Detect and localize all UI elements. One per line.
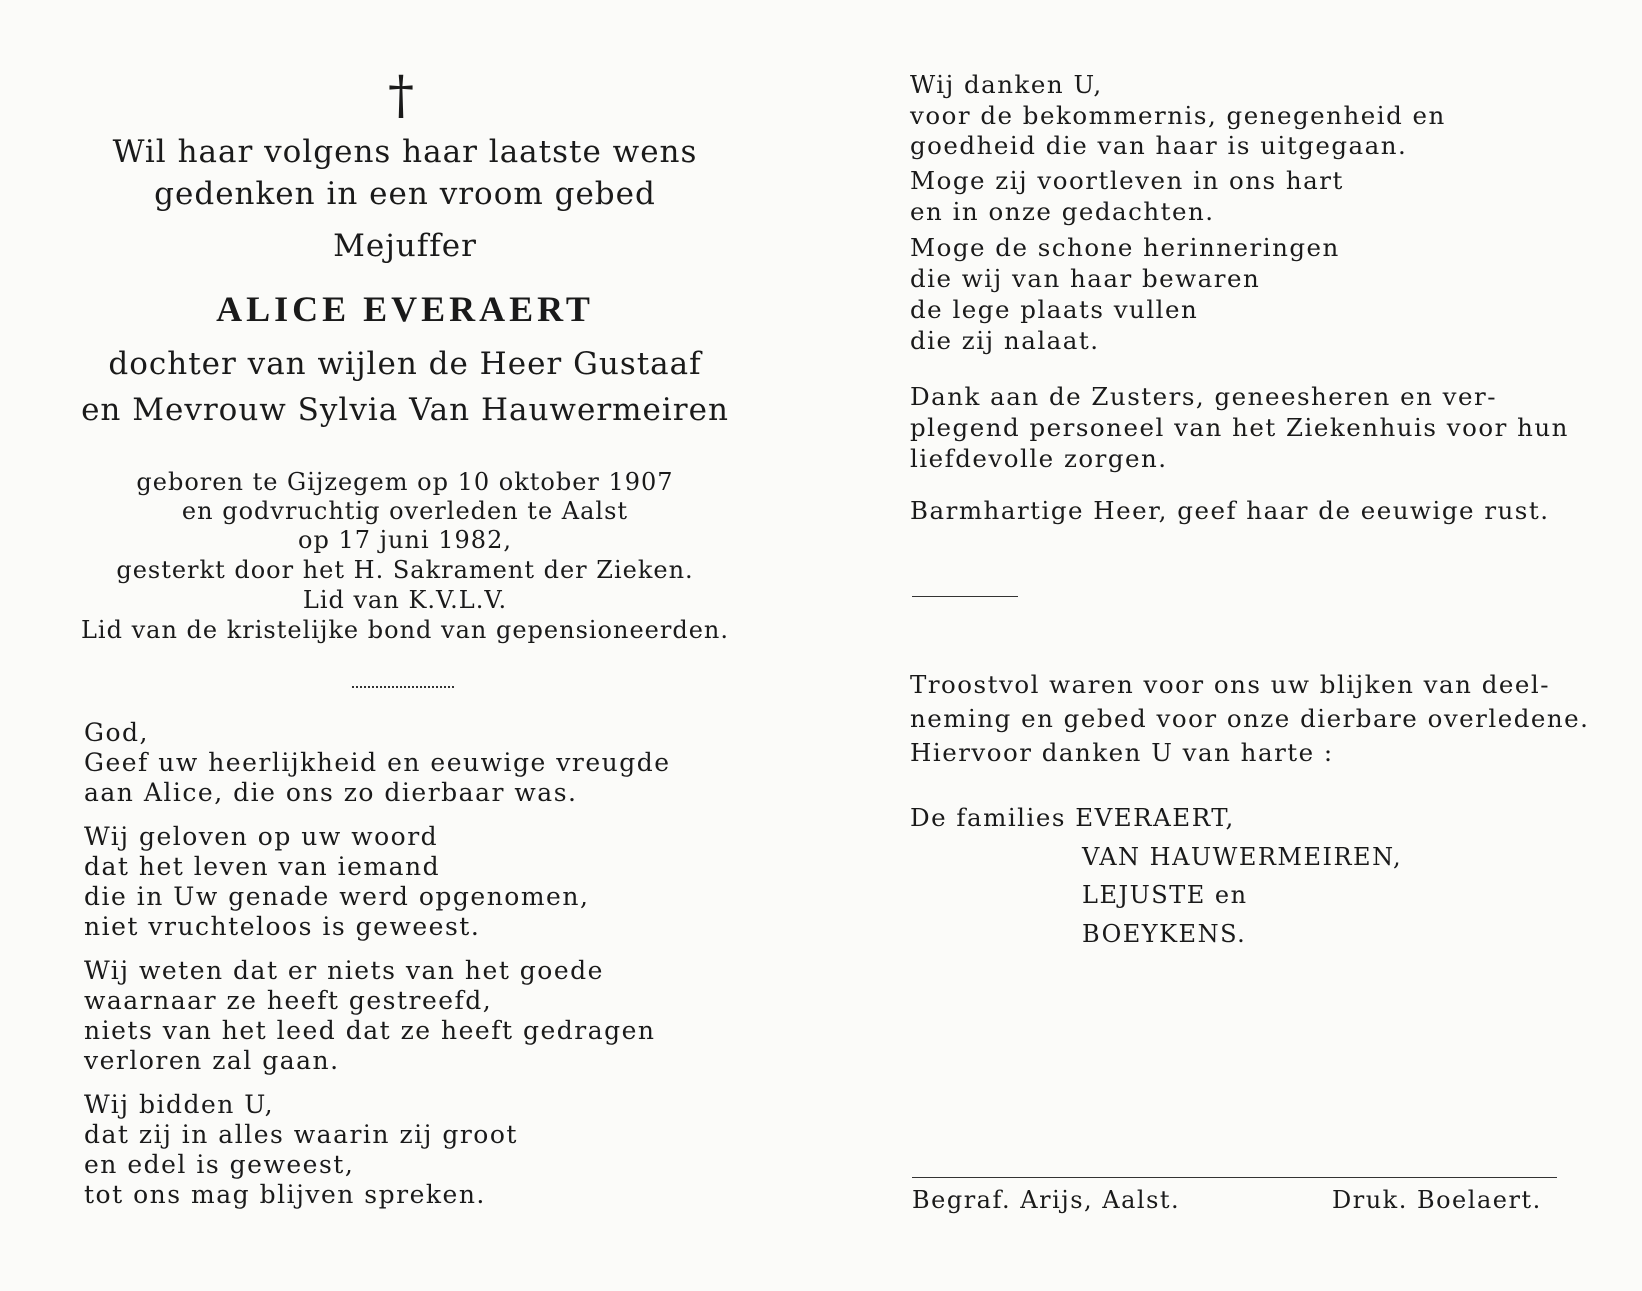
detail-line: gesterkt door het H. Sakrament der Zieken. bbox=[116, 556, 694, 584]
intro-line: gedenken in een vroom gebed bbox=[154, 176, 656, 212]
thanks-line: Moge de schone herinneringen bbox=[910, 233, 1340, 262]
prayer-line: die in Uw genade werd opgenomen, bbox=[84, 882, 590, 911]
undertaker-credit: Begraf. Arijs, Aalst. bbox=[912, 1186, 1181, 1214]
thanks-line: Wij danken U, bbox=[910, 70, 1103, 99]
prayer-line: waarnaar ze heeft gestreefd, bbox=[84, 986, 493, 1015]
parents-line: en Mevrouw Sylvia Van Hauwermeiren bbox=[81, 392, 729, 428]
honorific: Mejuffer bbox=[333, 228, 477, 264]
condolence-line: neming en gebed voor onze dierbare overledene. bbox=[910, 704, 1590, 733]
thanks-line: de lege plaats vullen bbox=[910, 295, 1199, 324]
staff-thanks-line: plegend personeel van het Ziekenhuis voor hun bbox=[910, 413, 1569, 442]
footer-divider bbox=[912, 1177, 1557, 1178]
closing-line: Barmhartige Heer, geef haar de eeuwige rust. bbox=[910, 496, 1550, 525]
prayer-line: dat het leven van iemand bbox=[84, 852, 441, 881]
detail-line: Lid van de kristelijke bond van gepensioneerden. bbox=[80, 616, 729, 644]
detail-line: op 17 juni 1982, bbox=[298, 526, 512, 554]
thanks-line: Moge zij voortleven in ons hart bbox=[910, 166, 1344, 195]
thanks-line: die zij nalaat. bbox=[910, 326, 1100, 355]
cross-icon: † bbox=[388, 66, 414, 126]
prayer-line: niets van het leed dat ze heeft gedragen bbox=[84, 1016, 656, 1045]
prayer-line: niet vruchteloos is geweest. bbox=[84, 912, 481, 941]
thanks-line: en in onze gedachten. bbox=[910, 197, 1215, 226]
prayer-line: Wij bidden U, bbox=[84, 1090, 275, 1119]
prayer-line: aan Alice, die ons zo dierbaar was. bbox=[84, 778, 578, 807]
prayer-line: God, bbox=[84, 718, 149, 747]
staff-thanks-line: Dank aan de Zusters, geneesheren en ver- bbox=[910, 382, 1497, 411]
parents-line: dochter van wijlen de Heer Gustaaf bbox=[108, 346, 702, 382]
families-lead: De families EVERAERT, bbox=[910, 803, 1235, 832]
printer-credit: Druk. Boelaert. bbox=[1332, 1186, 1542, 1214]
intro-line: Wil haar volgens haar laatste wens bbox=[112, 134, 698, 170]
condolence-line: Hiervoor danken U van harte : bbox=[910, 738, 1334, 767]
deceased-name: ALICE EVERAERT bbox=[216, 289, 594, 329]
dotted-divider bbox=[352, 686, 454, 688]
prayer-line: Wij geloven op uw woord bbox=[84, 822, 439, 851]
detail-line: en godvruchtig overleden te Aalst bbox=[181, 497, 629, 525]
thanks-line: goedheid die van haar is uitgegaan. bbox=[910, 131, 1408, 160]
prayer-line: dat zij in alles waarin zij groot bbox=[84, 1120, 518, 1149]
condolence-line: Troostvol waren voor ons uw blijken van deel- bbox=[910, 670, 1550, 699]
detail-line: Lid van K.V.L.V. bbox=[302, 586, 508, 614]
prayer-line: verloren zal gaan. bbox=[84, 1046, 340, 1075]
staff-thanks-line: liefdevolle zorgen. bbox=[910, 444, 1168, 473]
family-name: VAN HAUWERMEIREN, bbox=[1082, 843, 1403, 871]
family-name: BOEYKENS. bbox=[1082, 920, 1247, 948]
prayer-line: en edel is geweest, bbox=[84, 1150, 355, 1179]
prayer-line: tot ons mag blijven spreken. bbox=[84, 1180, 486, 1209]
thanks-line: voor de bekommernis, genegenheid en bbox=[910, 101, 1446, 130]
short-divider bbox=[912, 596, 1018, 597]
thanks-line: die wij van haar bewaren bbox=[910, 264, 1261, 293]
prayer-line: Geef uw heerlijkheid en eeuwige vreugde bbox=[84, 748, 671, 777]
prayer-line: Wij weten dat er niets van het goede bbox=[84, 956, 604, 985]
detail-line: geboren te Gijzegem op 10 oktober 1907 bbox=[136, 468, 674, 496]
family-name: LEJUSTE en bbox=[1082, 881, 1248, 909]
